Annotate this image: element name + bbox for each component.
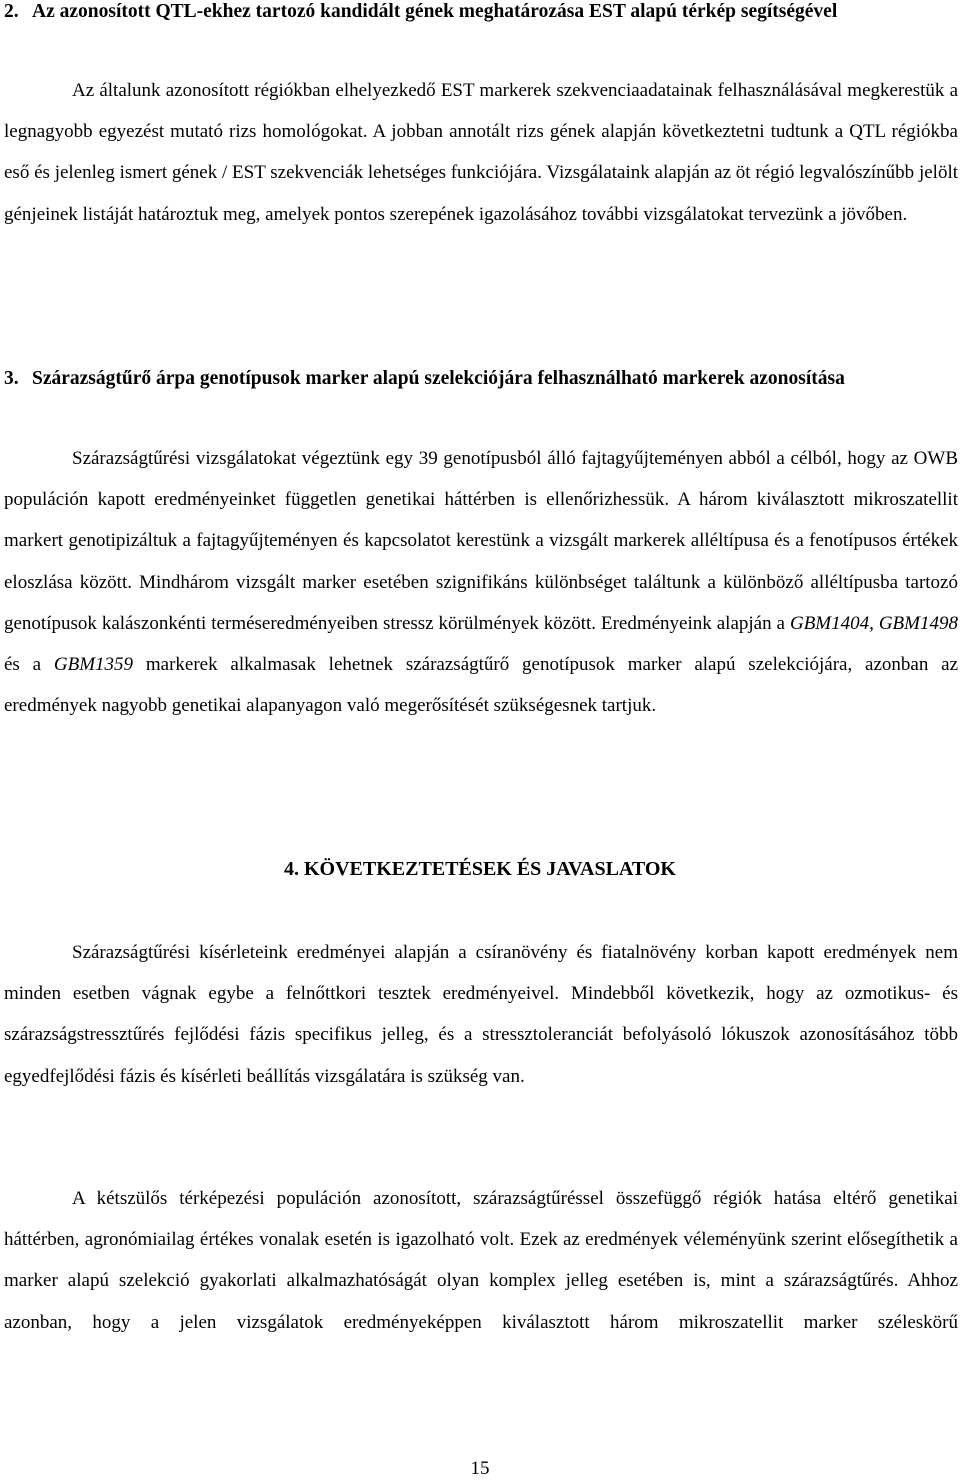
section-3-paragraph [4, 438, 958, 726]
section-2-title: Az azonosított QTL-ekhez tartozó kandidált gének meghatározása EST alapú térkép segítségével [32, 1, 838, 22]
section-4-paragraph-1: Szárazságtűrési kísérleteink eredményei alapján a csíranövény és fiatalnövény korban kapott eredmények nem minden esetben vágnak egybe a felnőttkori tesztek eredményeivel. Mindebből következik, hogy az ozmotikus- és szárazságstressztűrés fejlődési fázis specifikus jelleg, és a stressztoleranciát befolyásoló lókuszok azonosításához több egyedfejlődési fázis és kísérleti beállítás vizsgálatára is szükség van. [4, 942, 958, 1087]
section-3-text-part2: és a [4, 654, 54, 676]
section-3-text-part3: markerek alkalmasak lehetnek szárazságtűrő genotípusok marker alapú szelekciójára, azonban az eredmények nagyobb genetikai alapanyagon való megerősítését szükségesnek tartjuk. [4, 654, 958, 717]
marker-name-2: GBM1359 [53, 654, 134, 676]
section-3-title: Szárazságtűrő árpa genotípusok marker alapú szelekciójára felhasználható markerek azonosítása [32, 368, 845, 389]
section-4-heading: 4. KÖVETKEZTETÉSEK ÉS JAVASLATOK [283, 858, 676, 880]
section-2-number: 2. [4, 1, 19, 22]
section-2-heading [4, 0, 958, 32]
section-4-paragraph-2: A kétszülős térképezési populáción azonosított, szárazságtűréssel összefüggő régiók hatása eltérő genetikai háttérben, agronómiailag értékes vonalak esetén is igazolható volt. Ezek az eredmények véleményünk szerint elősegíthetik a marker alapú szelekció gyakorlati alkalmazhatóságát olyan komplex jelleg esetében is, mint a szárazságtűrés. Ahhoz azonban, hogy a jelen vizsgálatok eredményeképpen kiválasztott három mikroszatellit marker széleskörű [4, 1188, 958, 1333]
page-number: 15 [470, 1458, 490, 1479]
section-3-heading [4, 358, 958, 399]
section-3-text-part1: Szárazságtűrési vizsgálatokat végeztünk egy 39 genotípusból álló fajtagyűjteményen abból a célból, hogy az OWB populáción kapott eredményeinket független genetikai háttérben is ellenőrizhessük. A három kiválasztott mikroszatellit markert genotipizáltuk a fajtagyűjteményen és kapcsolatot kerestünk a vizsgált markerek alléltípusa és a fenotípusos értékek eloszlása között. Mindhárom vizsgált marker esetében szignifikáns különbséget találtunk a különböző alléltípusba tartozó genotípusok kalászonkénti terméseredményeiben stressz körülmények között. Eredményeink alapján a [4, 448, 958, 634]
section-3-number: 3. [4, 368, 19, 389]
marker-names-1: GBM1404, GBM1498 [789, 612, 958, 634]
section-2-paragraph: Az általunk azonosított régiókban elhelyezkedő EST markerek szekvenciaadatainak felhasználásával megkerestük a legnagyobb egyezést mutató rizs homológokat. A jobban annotált rizs gének alapján következtetni tudtunk a QTL régiókba eső és jelenleg ismert gének / EST szekvenciák lehetséges funkciójára. Vizsgálataink alapján az öt régió legvalószínűbb jelölt génjeinek listáját határoztuk meg, amelyek pontos szerepének igazolásához további vizsgálatokat tervezünk a jövőben. [4, 80, 958, 225]
